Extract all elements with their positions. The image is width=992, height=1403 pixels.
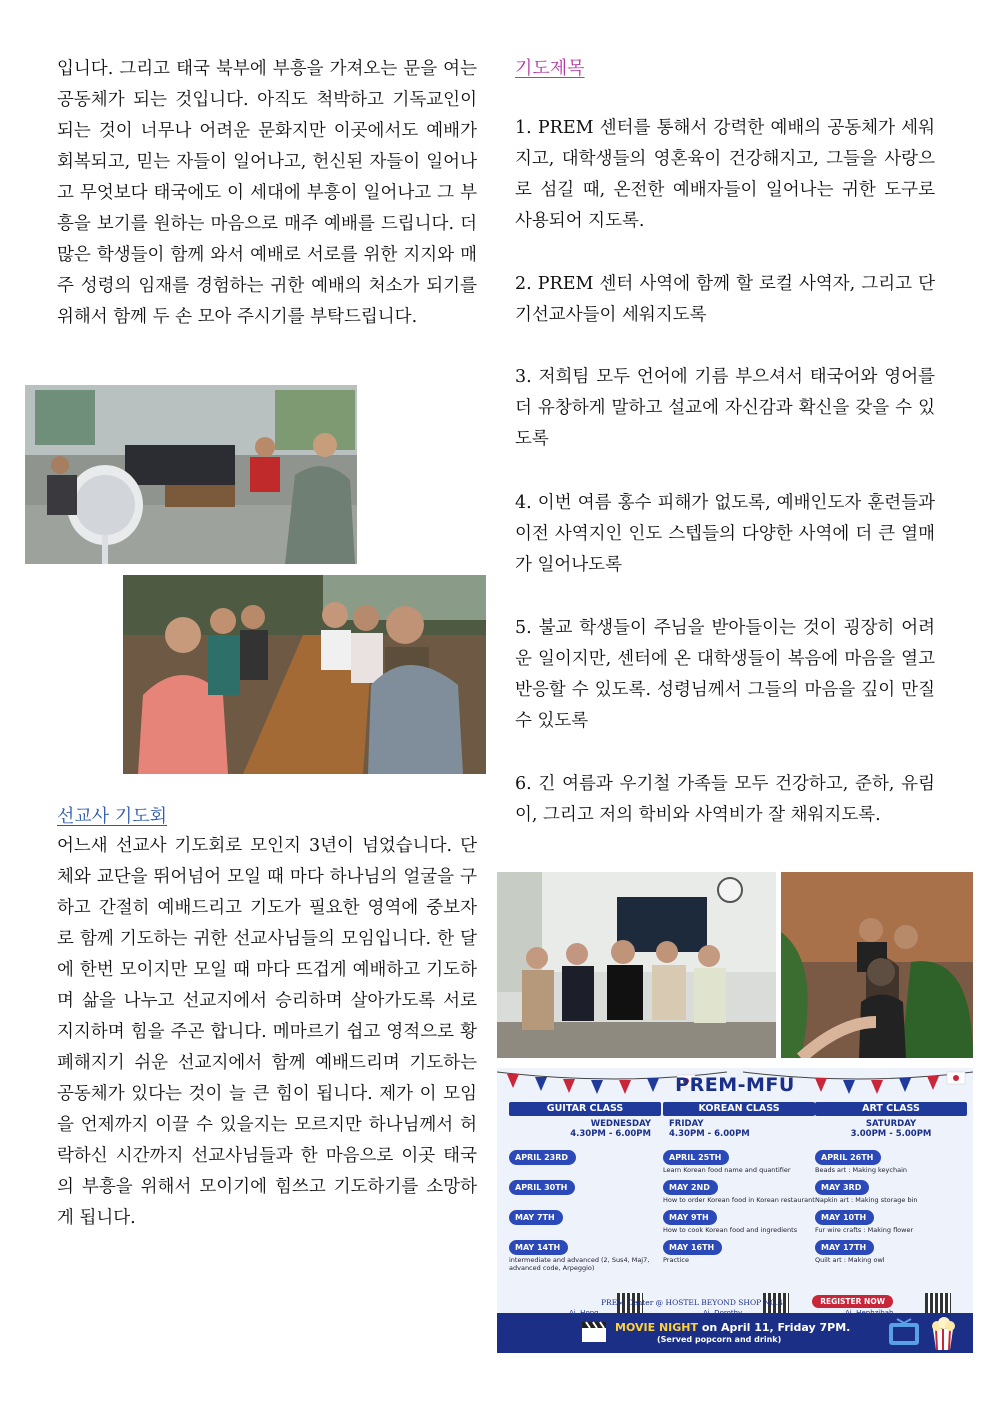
prayer-item: 2. PREM 센터 사역에 함께 할 로컬 사역자, 그리고 단기선교사들이 세워지도록: [515, 274, 935, 325]
guitar-class-heading: GUITAR CLASS: [509, 1102, 661, 1116]
movie-night-line: [615, 1321, 850, 1334]
photo-family-selfie: [781, 872, 973, 1058]
guitar-class-column: [509, 1102, 661, 1317]
korean-class-heading: KOREAN CLASS: [663, 1102, 815, 1116]
art-topic: Beads art : Making keychain: [815, 1166, 907, 1174]
prayer-item: 6. 긴 여름과 우기철 가족들 모두 건강하고, 준하, 유림이, 그리고 저의 학비와 사역비가 잘 채워지도록.: [515, 774, 935, 825]
korean-topic: How to cook Korean food and ingredients: [663, 1226, 798, 1234]
movie-night-title: MOVIE NIGHT: [615, 1321, 698, 1334]
art-day: SATURDAY: [865, 1119, 917, 1129]
guitar-date: MAY 14TH: [509, 1240, 568, 1255]
art-date: APRIL 26TH: [815, 1150, 881, 1165]
photo-cafe-group: [123, 575, 486, 774]
art-topic: Fur wire crafts : Making flower: [815, 1226, 914, 1234]
korean-class-column: [663, 1102, 815, 1317]
guitar-date: APRIL 23RD: [509, 1150, 576, 1165]
art-date: MAY 3RD: [815, 1180, 869, 1195]
prayer-topics-heading: 기도제목: [515, 58, 585, 79]
guitar-day: WEDNESDAY: [590, 1119, 651, 1129]
popcorn-icon: [925, 1315, 961, 1351]
guitar-note: intermediate and advanced (2, Sus4, Maj7, advanced code, Arpeggio): [509, 1256, 650, 1272]
photo-center-group: [497, 872, 776, 1058]
art-class-column: [815, 1102, 967, 1317]
photo-worship-room: [25, 385, 357, 564]
art-date: MAY 10TH: [815, 1210, 874, 1225]
movie-night-banner: [497, 1313, 973, 1353]
korean-topic: How to order Korean food in Korean restaurant: [663, 1196, 815, 1204]
korean-topic: Practice: [663, 1256, 689, 1264]
korean-date: MAY 9TH: [663, 1210, 717, 1225]
prayer-item: 1. PREM 센터를 통해서 강력한 예배의 공동체가 세워지고, 대학생들의 영혼육이 건강해지고, 그들을 사랑으로 섬길 때, 온전한 예배자들이 일어나는 귀한 도구로 사용되어 지도록.: [515, 118, 935, 231]
clapperboard-icon: [581, 1321, 607, 1343]
prayer-item: 5. 불교 학생들이 주님을 받아들이는 것이 굉장히 어려운 일이지만, 센터에 온 대학생들이 복음에 마음을 열고 반응할 수 있도록. 성령님께서 그들의 마음을 깊이 만질 수 있도록: [515, 618, 935, 731]
korean-date: MAY 16TH: [663, 1240, 722, 1255]
tv-icon: [887, 1317, 921, 1349]
register-now-button[interactable]: REGISTER NOW: [812, 1295, 893, 1308]
guitar-date: MAY 7TH: [509, 1210, 563, 1225]
korean-day: FRIDAY: [669, 1119, 704, 1129]
art-date: MAY 17TH: [815, 1240, 874, 1255]
movie-night-when: on April 11, Friday 7PM.: [698, 1321, 851, 1334]
prayer-item: 3. 저희팀 모두 언어에 기름 부으셔서 태국어와 영어를 더 유창하게 말하고 설교에 자신감과 확신을 갖을 수 있도록: [515, 367, 935, 449]
korean-topic: Learn Korean food name and quantifier: [663, 1166, 791, 1174]
poster-title: PREM-MFU: [675, 1074, 795, 1096]
korean-time: 4.30PM - 6.00PM: [669, 1129, 750, 1139]
art-topic: Napkin art : Making storage bin: [815, 1196, 918, 1204]
art-class-heading: ART CLASS: [815, 1102, 967, 1116]
poster-address: PREM Center @ HOSTEL BEYOND SHOP NO.4: [601, 1298, 783, 1307]
guitar-time: 4.30PM - 6.00PM: [570, 1129, 651, 1139]
korean-date: MAY 2ND: [663, 1180, 718, 1195]
intro-paragraph: 입니다. 그리고 태국 북부에 부흥을 가져오는 문을 여는 공동체가 되는 것입니다. 아직도 척박하고 기독교인이 되는 것이 너무나 어려운 문화지만 이곳에서도 예배가 회복되고, 믿는 자들이 일어나고, 헌신된 자들이 일어나고 무엇보다 태국에도 이 세대에 부흥이 일어나고 그 부흥을 보기를 원하는 마음으로 매주 예배를 드립니다. 더 많은 학생들이 함께 와서 예배로 서로를 위한 지지와 매주 성령의 임재를 경험하는 귀한 예배의 처소가 되기를 위해서 함께 두 손 모아 주시기를 부탁드립니다.: [57, 59, 477, 327]
missionary-paragraph: 어느새 선교사 기도회로 모인지 3년이 넘었습니다. 단체와 교단을 뛰어넘어 모일 때 마다 하나님의 얼굴을 구하고 간절히 예배드리고 기도가 필요한 영역에 중보자로 함께 기도하는 귀한 선교사님들의 모임입니다. 한 달에 한번 모이지만 모일 때 마다 뜨겁게 예배하고 기도하며 삶을 나누고 선교지에서 승리하며 살아가도록 서로 지지하며 힘을 주곤 합니다. 메마르기 쉽고 영적으로 황폐해지기 쉬운 선교지에서 함께 예배드리며 기도하는 공동체가 있다는 것이 늘 큰 힘이 됩니다. 제가 이 모임을 언제까지 이끌 수 있을지는 모르지만 하나님께서 허락하신 시간까지 선교사님들과 한 마음으로 이곳 태국의 부흥을 위해서 모이기에 힘쓰고 기도하기를 소망하게 됩니다.: [57, 836, 477, 1228]
korean-date: APRIL 25TH: [663, 1150, 729, 1165]
art-time: 3.00PM - 5.00PM: [850, 1129, 932, 1139]
art-topic: Quilt art : Making owl: [815, 1256, 885, 1264]
guitar-date: APRIL 30TH: [509, 1180, 575, 1195]
class-schedule-poster: [497, 1068, 973, 1353]
missionary-prayer-heading: 선교사 기도회: [57, 806, 168, 827]
prayer-item: 4. 이번 여름 홍수 피해가 없도록, 예배인도자 훈련들과 이전 사역지인 인도 스텝들의 다양한 사역에 더 큰 열매가 일어나도록: [515, 493, 935, 575]
movie-night-note: (Served popcorn and drink): [657, 1335, 782, 1344]
